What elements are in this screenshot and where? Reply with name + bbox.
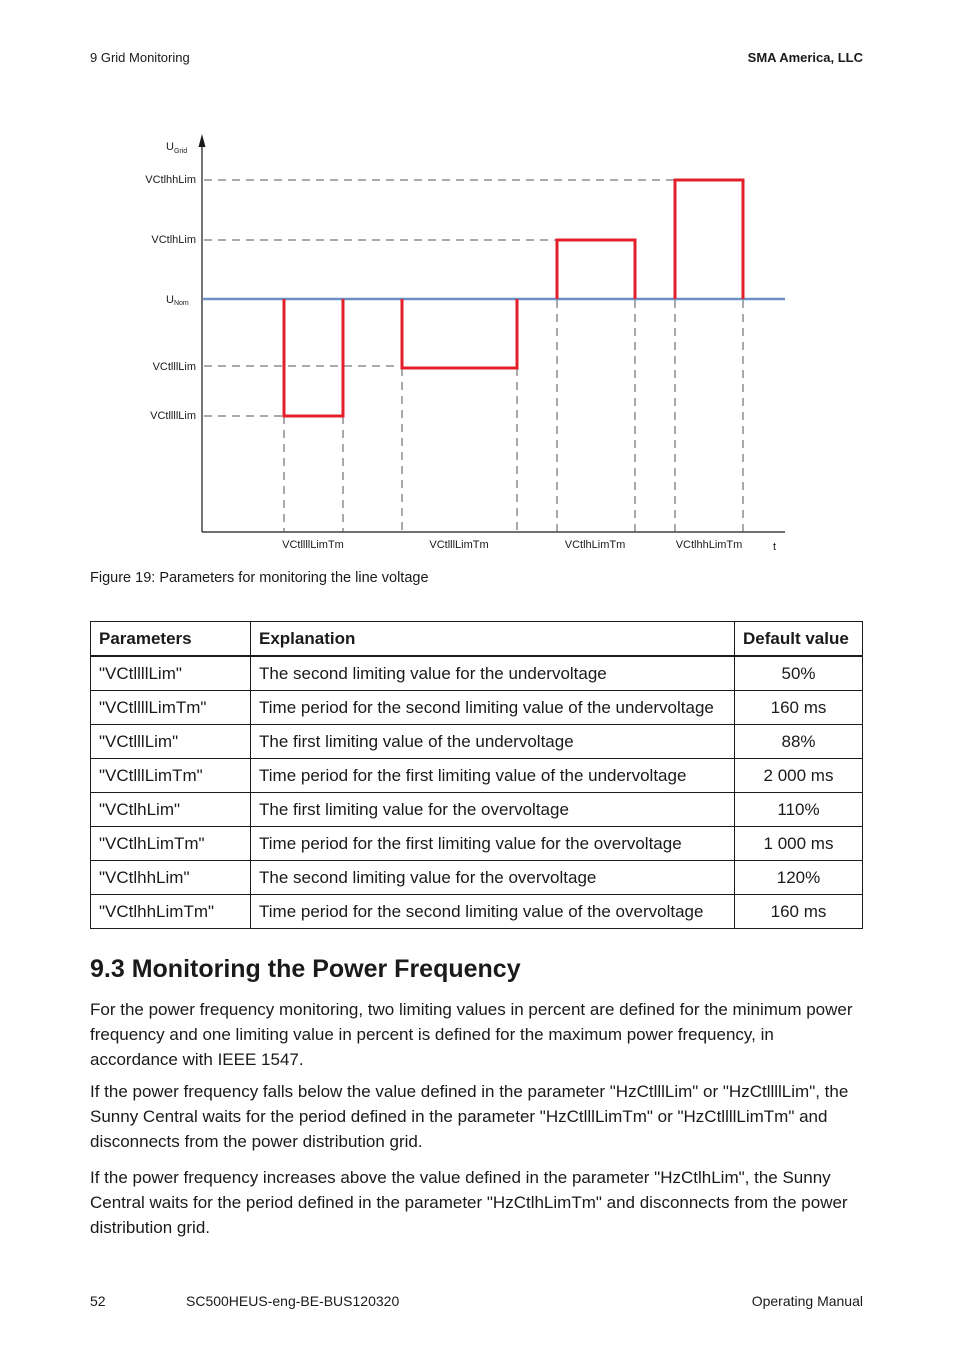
overvoltage-pulse-1 [557,240,635,299]
undervoltage-pulse-1 [402,299,517,368]
param-default: 110% [735,793,863,827]
param-name: "VCtlhhLimTm" [91,895,251,929]
table-row [91,691,863,725]
param-explanation: Time period for the second limiting value of the undervoltage [251,691,735,725]
y-axis-label: $U_{Grid}$ [166,141,188,155]
document-id: SC500HEUS-eng-BE-BUS120320 [186,1293,400,1309]
document-type: Operating Manual [751,1293,863,1309]
table-row [91,861,863,895]
param-explanation: Time period for the first limiting value of the undervoltage [251,759,735,793]
label-vctlhlim: VCtlhLim [151,234,196,246]
label-vctlllllim: VCtllllLim [150,410,196,422]
param-default: 160 ms [735,895,863,929]
label-unom: UNom [166,294,189,307]
overvoltage-pulse-2 [675,180,743,299]
label-vctlhlimtm: VCtlhLimTm [564,539,626,551]
x-axis-label: t [773,541,777,553]
table-row [91,827,863,861]
param-default: 160 ms [735,691,863,725]
param-name: "VCtlhLimTm" [91,827,251,861]
label-vctllllimtm: VCtllllLimTm [282,539,344,551]
param-name: "VCtlhhLim" [91,861,251,895]
paragraph: If the power frequency increases above the value defined in the parameter "HzCtlhLim", the Sunny Central waits for the period defined in the parameter "HzCtlhLimTm" and disconnects from the power distribution grid. [90,1168,848,1237]
param-name: "VCtlhLim" [91,793,251,827]
param-default: 1 000 ms [735,827,863,861]
label-vctlhhlim: VCtlhhLim [145,174,196,186]
parameters-table [90,621,863,929]
label-vctlhhlimtm: VCtlhhLimTm [675,539,743,551]
param-explanation: The first limiting value of the undervoltage [251,725,735,759]
section-title: 9.3 Monitoring the Power Frequency [90,955,521,983]
paragraph: For the power frequency monitoring, two limiting values in percent are defined for the minimum power frequency and one limiting value in percent is defined for the maximum power frequency, in accordance with IEEE 1547. [90,1000,853,1069]
header-company: SMA America, LLC [747,50,863,65]
paragraph: If the power frequency falls below the value defined in the parameter "HzCtlllLim" or "HzCtllllLim", the Sunny Central waits for the period defined in the parameter "HzCtlllLimTm" or "HzCtllllLimTm" and disconnects from the power distribution grid. [90,1082,849,1151]
table-row [91,725,863,759]
table-row [91,793,863,827]
table-header-row [91,622,863,657]
column-header: Default value [735,622,863,657]
table-row [91,759,863,793]
page-number: 52 [90,1293,106,1309]
column-header: Parameters [91,622,251,657]
param-name: "VCtlllLim" [91,725,251,759]
param-explanation: The first limiting value for the overvoltage [251,793,735,827]
param-name: "VCtllllLim" [91,656,251,691]
column-header: Explanation [251,622,735,657]
header-chapter: 9 Grid Monitoring [90,50,190,65]
param-explanation: Time period for the second limiting value of the overvoltage [251,895,735,929]
param-default: 2 000 ms [735,759,863,793]
table-row [91,656,863,691]
label-vctlllimtm: VCtlllLimTm [429,539,489,551]
voltage-monitoring-figure [100,120,800,560]
param-default: 120% [735,861,863,895]
param-explanation: The second limiting value for the undervoltage [251,656,735,691]
param-default: 88% [735,725,863,759]
label-vctllllim: VCtlllLim [152,361,196,373]
table-row [91,895,863,929]
undervoltage-pulse-2 [284,299,343,416]
param-default: 50% [735,656,863,691]
y-axis-arrow [199,134,206,147]
figure-caption: Figure 19: Parameters for monitoring the line voltage [90,570,429,586]
param-name: "VCtlllLimTm" [91,759,251,793]
param-explanation: The second limiting value for the overvoltage [251,861,735,895]
param-explanation: Time period for the first limiting value for the overvoltage [251,827,735,861]
param-name: "VCtllllLimTm" [91,691,251,725]
